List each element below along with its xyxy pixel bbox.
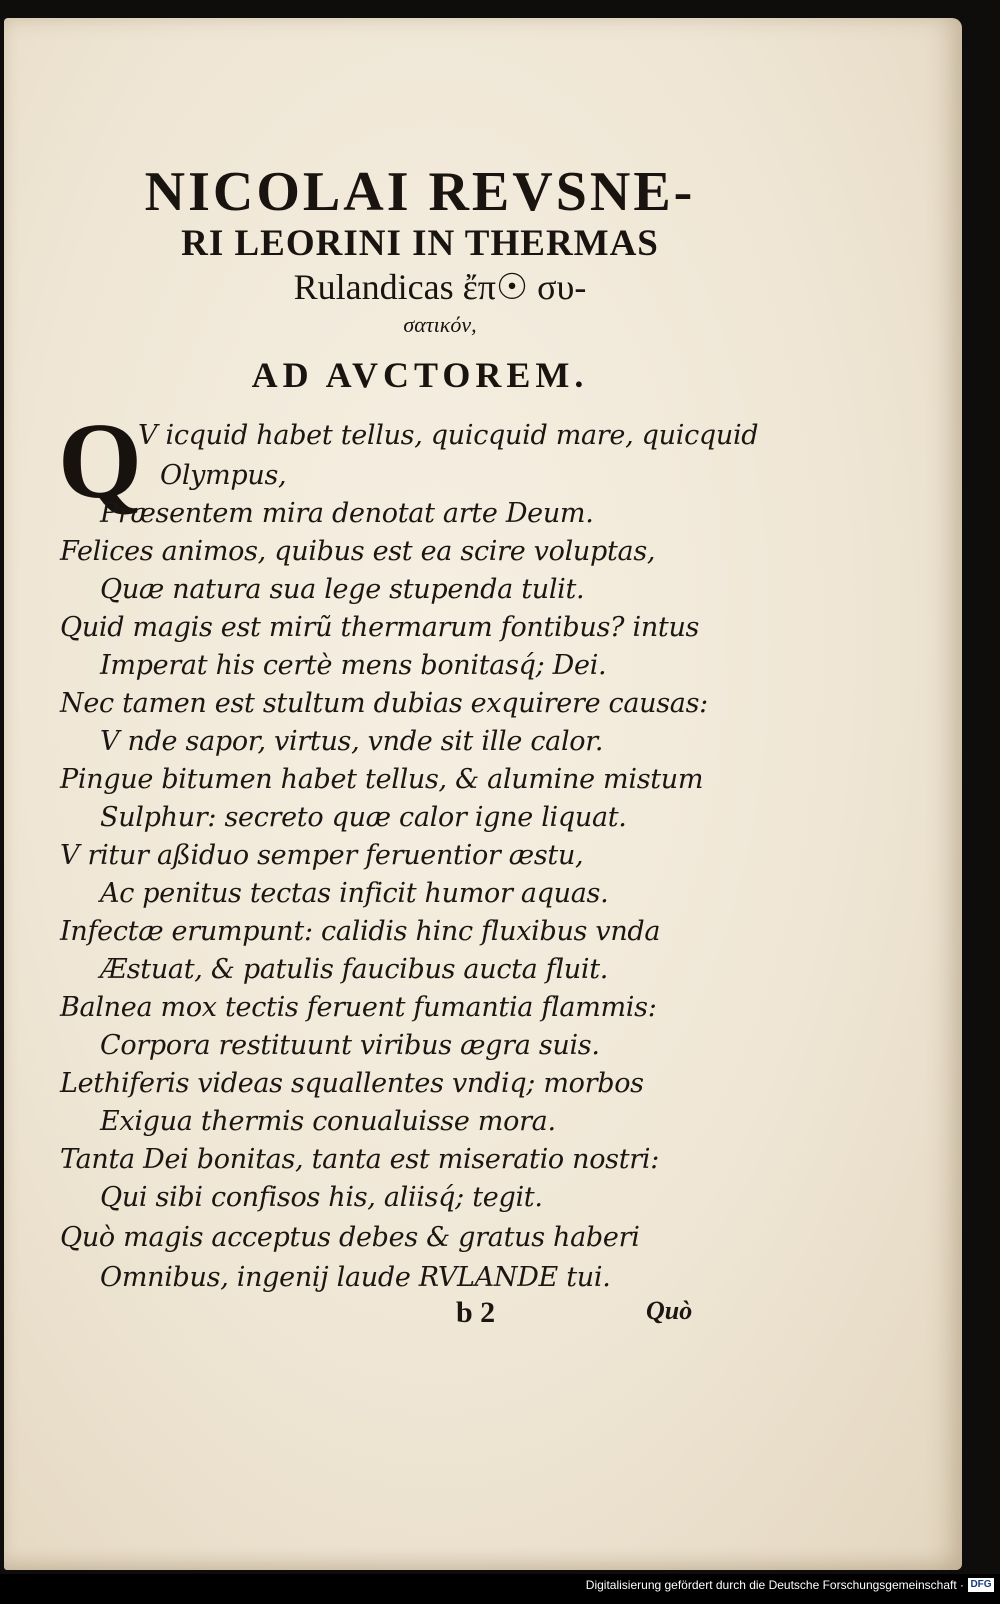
verse-line: V ritur aßiduo semper feruentior æstu,	[60, 840, 584, 871]
verse-line: Æstuat, & patulis faucibus aucta fluit.	[100, 954, 609, 985]
verse-line: Olympus,	[160, 460, 287, 491]
verse-line: Felices animos, quibus est ea scire voluptas,	[60, 536, 656, 567]
bleed-through-text	[749, 478, 949, 1178]
title-line-4: σατικόν,	[403, 312, 477, 337]
verse-line: Præsentem mira denotat arte Deum.	[100, 498, 594, 529]
verse-line: Ac penitus tectas inficit humor aquas.	[100, 878, 609, 909]
verse-line: Sulphur: secreto quæ calor igne liquat.	[100, 802, 627, 833]
dfg-logo-icon: DFG	[968, 1578, 994, 1592]
verse-line: Infectæ erumpunt: calidis hinc fluxibus vnda	[60, 916, 661, 947]
drop-capital: Q	[58, 402, 143, 521]
verse-line: Balnea mox tectis feruent fumantia flammis:	[60, 992, 657, 1023]
title-line-3: Rulandicas ἔπ☉ συ-	[293, 267, 587, 307]
title-line-1: NICOLAI REVSNE-	[144, 161, 696, 223]
title-line-2: RI LEORINI IN THERMAS	[181, 223, 659, 264]
footer-credit: Digitalisierung gefördert durch die Deutsche Forschungsgemeinschaft ·	[585, 1578, 964, 1592]
verse-line: Nec tamen est stultum dubias exquirere causas:	[60, 688, 708, 719]
catchword: Quò	[646, 1296, 693, 1325]
verse-line: V icquid habet tellus, quicquid mare, quicquid	[138, 420, 759, 451]
verse-line: Quò magis acceptus debes & gratus haberi	[60, 1222, 640, 1253]
verse-line: V nde sapor, virtus, vnde sit ille calor.	[100, 726, 604, 757]
verse-line: Exigua thermis conualuisse mora.	[100, 1106, 556, 1137]
verse-line: Corpora restituunt viribus ægra suis.	[100, 1030, 600, 1061]
verse-line: Quid magis est mirũ thermarum fontibus? intus	[60, 612, 700, 643]
verse-line: Qui sibi confisos his, aliisq́; tegit.	[100, 1182, 543, 1213]
title-line-5: AD AVCTOREM.	[251, 355, 589, 395]
verse-line: Imperat his certè mens bonitasq́; Dei.	[100, 650, 607, 681]
verse-line: Omnibus, ingenij laude RVLANDE tui.	[100, 1262, 611, 1293]
verse-line: Quæ natura sua lege stupenda tulit.	[100, 574, 585, 605]
signature-mark: b 2	[456, 1296, 496, 1329]
verse-line: Lethiferis videas squallentes vndiq; morbos	[60, 1068, 644, 1099]
verse-line: Tanta Dei bonitas, tanta est miseratio nostri:	[60, 1144, 660, 1175]
verse-line: Pingue bitumen habet tellus, & alumine mistum	[60, 764, 704, 795]
